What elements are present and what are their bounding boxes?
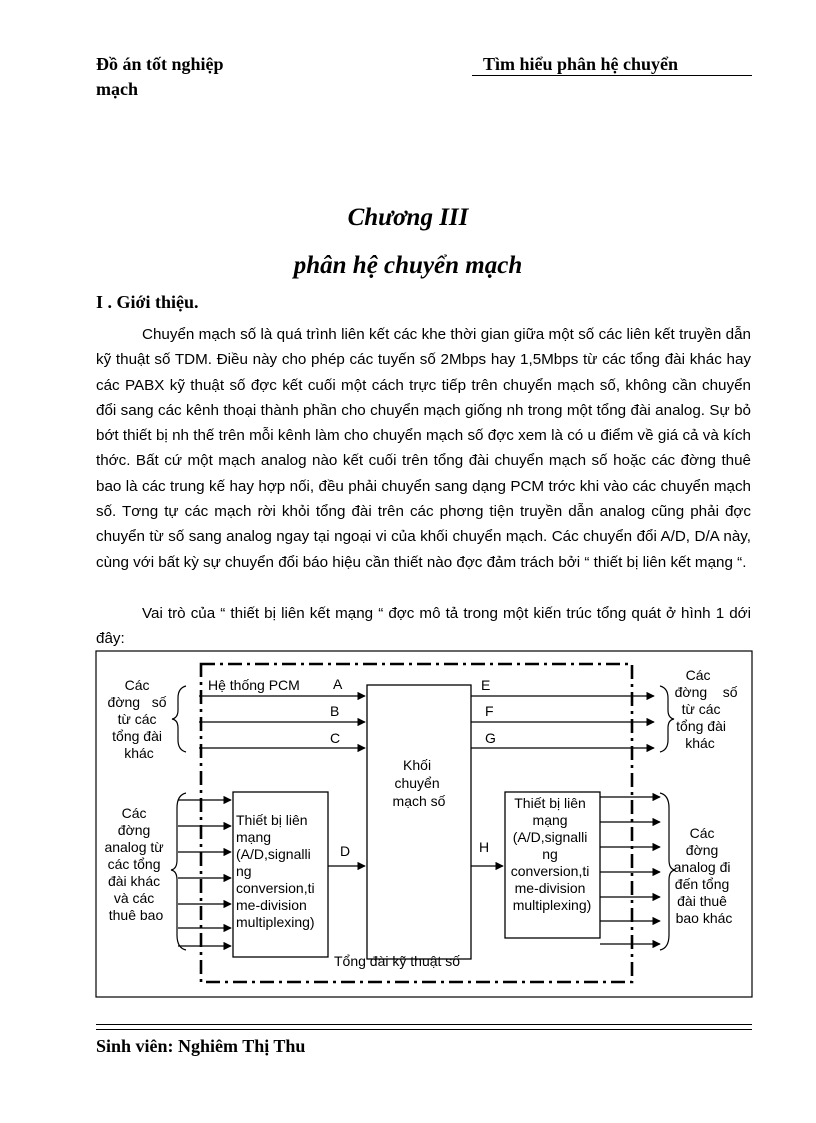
line-label-f: F xyxy=(485,703,494,719)
footer-student: Sinh viên: Nghiêm Thị Thu xyxy=(96,1036,306,1056)
paragraph-2-text: Vai trò của “ thiết bị liên kết mạng “ đợc mô tả trong một kiến trúc tổng quát ở hình 1 dới đây: xyxy=(96,605,751,648)
link-h-label: H xyxy=(479,839,490,855)
exchange-label: Tổng đài kỹ thuật số xyxy=(334,953,461,969)
chapter-number: Chương III xyxy=(347,204,469,231)
section-title: I . Giới thiệu. xyxy=(96,292,199,312)
left-top-brace xyxy=(172,686,186,752)
pcm-label: Hệ thống PCM xyxy=(208,677,300,693)
line-label-a: A xyxy=(333,676,343,692)
right-top-brace xyxy=(660,686,674,752)
switch-block xyxy=(367,685,471,959)
line-label-g: G xyxy=(485,730,496,746)
chapter-title: phân hệ chuyển mạch xyxy=(293,252,523,279)
left-top-label: Các đờng số từ các tổng đài khác xyxy=(107,677,167,761)
switch-block-label: Khối chuyển mạch số xyxy=(392,757,446,809)
right-device-label: Thiết bị liên mạng (A/D,signalli ng conversion,ti me-division multiplexing) xyxy=(510,795,592,913)
link-d-label: D xyxy=(340,843,351,859)
right-bottom-label: Các đờng analog đi đến tổng đài thuê bao khác xyxy=(673,825,733,926)
header-title-wrap: mạch xyxy=(96,79,138,99)
right-analog-lines xyxy=(600,797,660,944)
line-label-c: C xyxy=(330,730,341,746)
line-label-e: E xyxy=(481,677,491,693)
line-label-b: B xyxy=(330,703,340,719)
left-bottom-label: Các đờng analog từ các tổng đài khác và các thuê bao xyxy=(104,805,164,923)
paragraph-1-text: Chuyển mạch số là quá trình liên kết các khe thời gian giữa một số các liên kết truyền dẫn kỹ thuật số TDM. Điều này cho phép các tuyến số 2Mbps hay 1,5Mbps từ các tổng đài khác hay các PABX kỹ thuật số đợc kết cuối một cách trực tiếp trên chuyển mạch số, không cần chuyển đổi sang các kênh thoại thành phần cho chuyển mạch giống nh trong một tổng đài analog. Sự bỏ bớt thiết bị nh thế trên mỗi kênh làm cho chuyển mạch số đợc xem là có u điểm về giá cả và kích thớc. Bất cứ một mạch analog nào kết cuối trên tổng đài chuyển mạch số hoặc các đờng thuê bao là các trung kế hay hợp nối, đều phải chuyển sang dạng PCM trớc khi vào các chuyển mạch số. Tơng tự các mạch rời khỏi tổng đài trên các phơng tiện truyền dẫn analog cũng phải đợc chuyển từ số sang analog ngay tại ngoại vi của khối chuyển mạch. Các chuyển đổi A/D, D/A này, cùng với bất kỳ sự chuyển đổi báo hiệu cần thiết nào đợc đảm trách bởi “ thiết bị liên kết mạng “. xyxy=(96,326,751,571)
right-top-label: Các đờng số từ các tổng đài khác xyxy=(674,667,738,751)
diagram-frame xyxy=(96,651,752,997)
left-analog-lines xyxy=(178,800,231,946)
header-title-right: Tìm hiểu phân hệ chuyển xyxy=(483,54,679,74)
header-title-left: Đồ án tốt nghiệp xyxy=(96,54,224,74)
left-device-label: Thiết bị liên mạng (A/D,signalli ng conversion,ti me-division multiplexing) xyxy=(236,812,315,930)
footer-rule-top xyxy=(96,1024,752,1025)
footer-rule-bottom xyxy=(96,1029,752,1030)
left-bottom-brace xyxy=(171,793,186,950)
